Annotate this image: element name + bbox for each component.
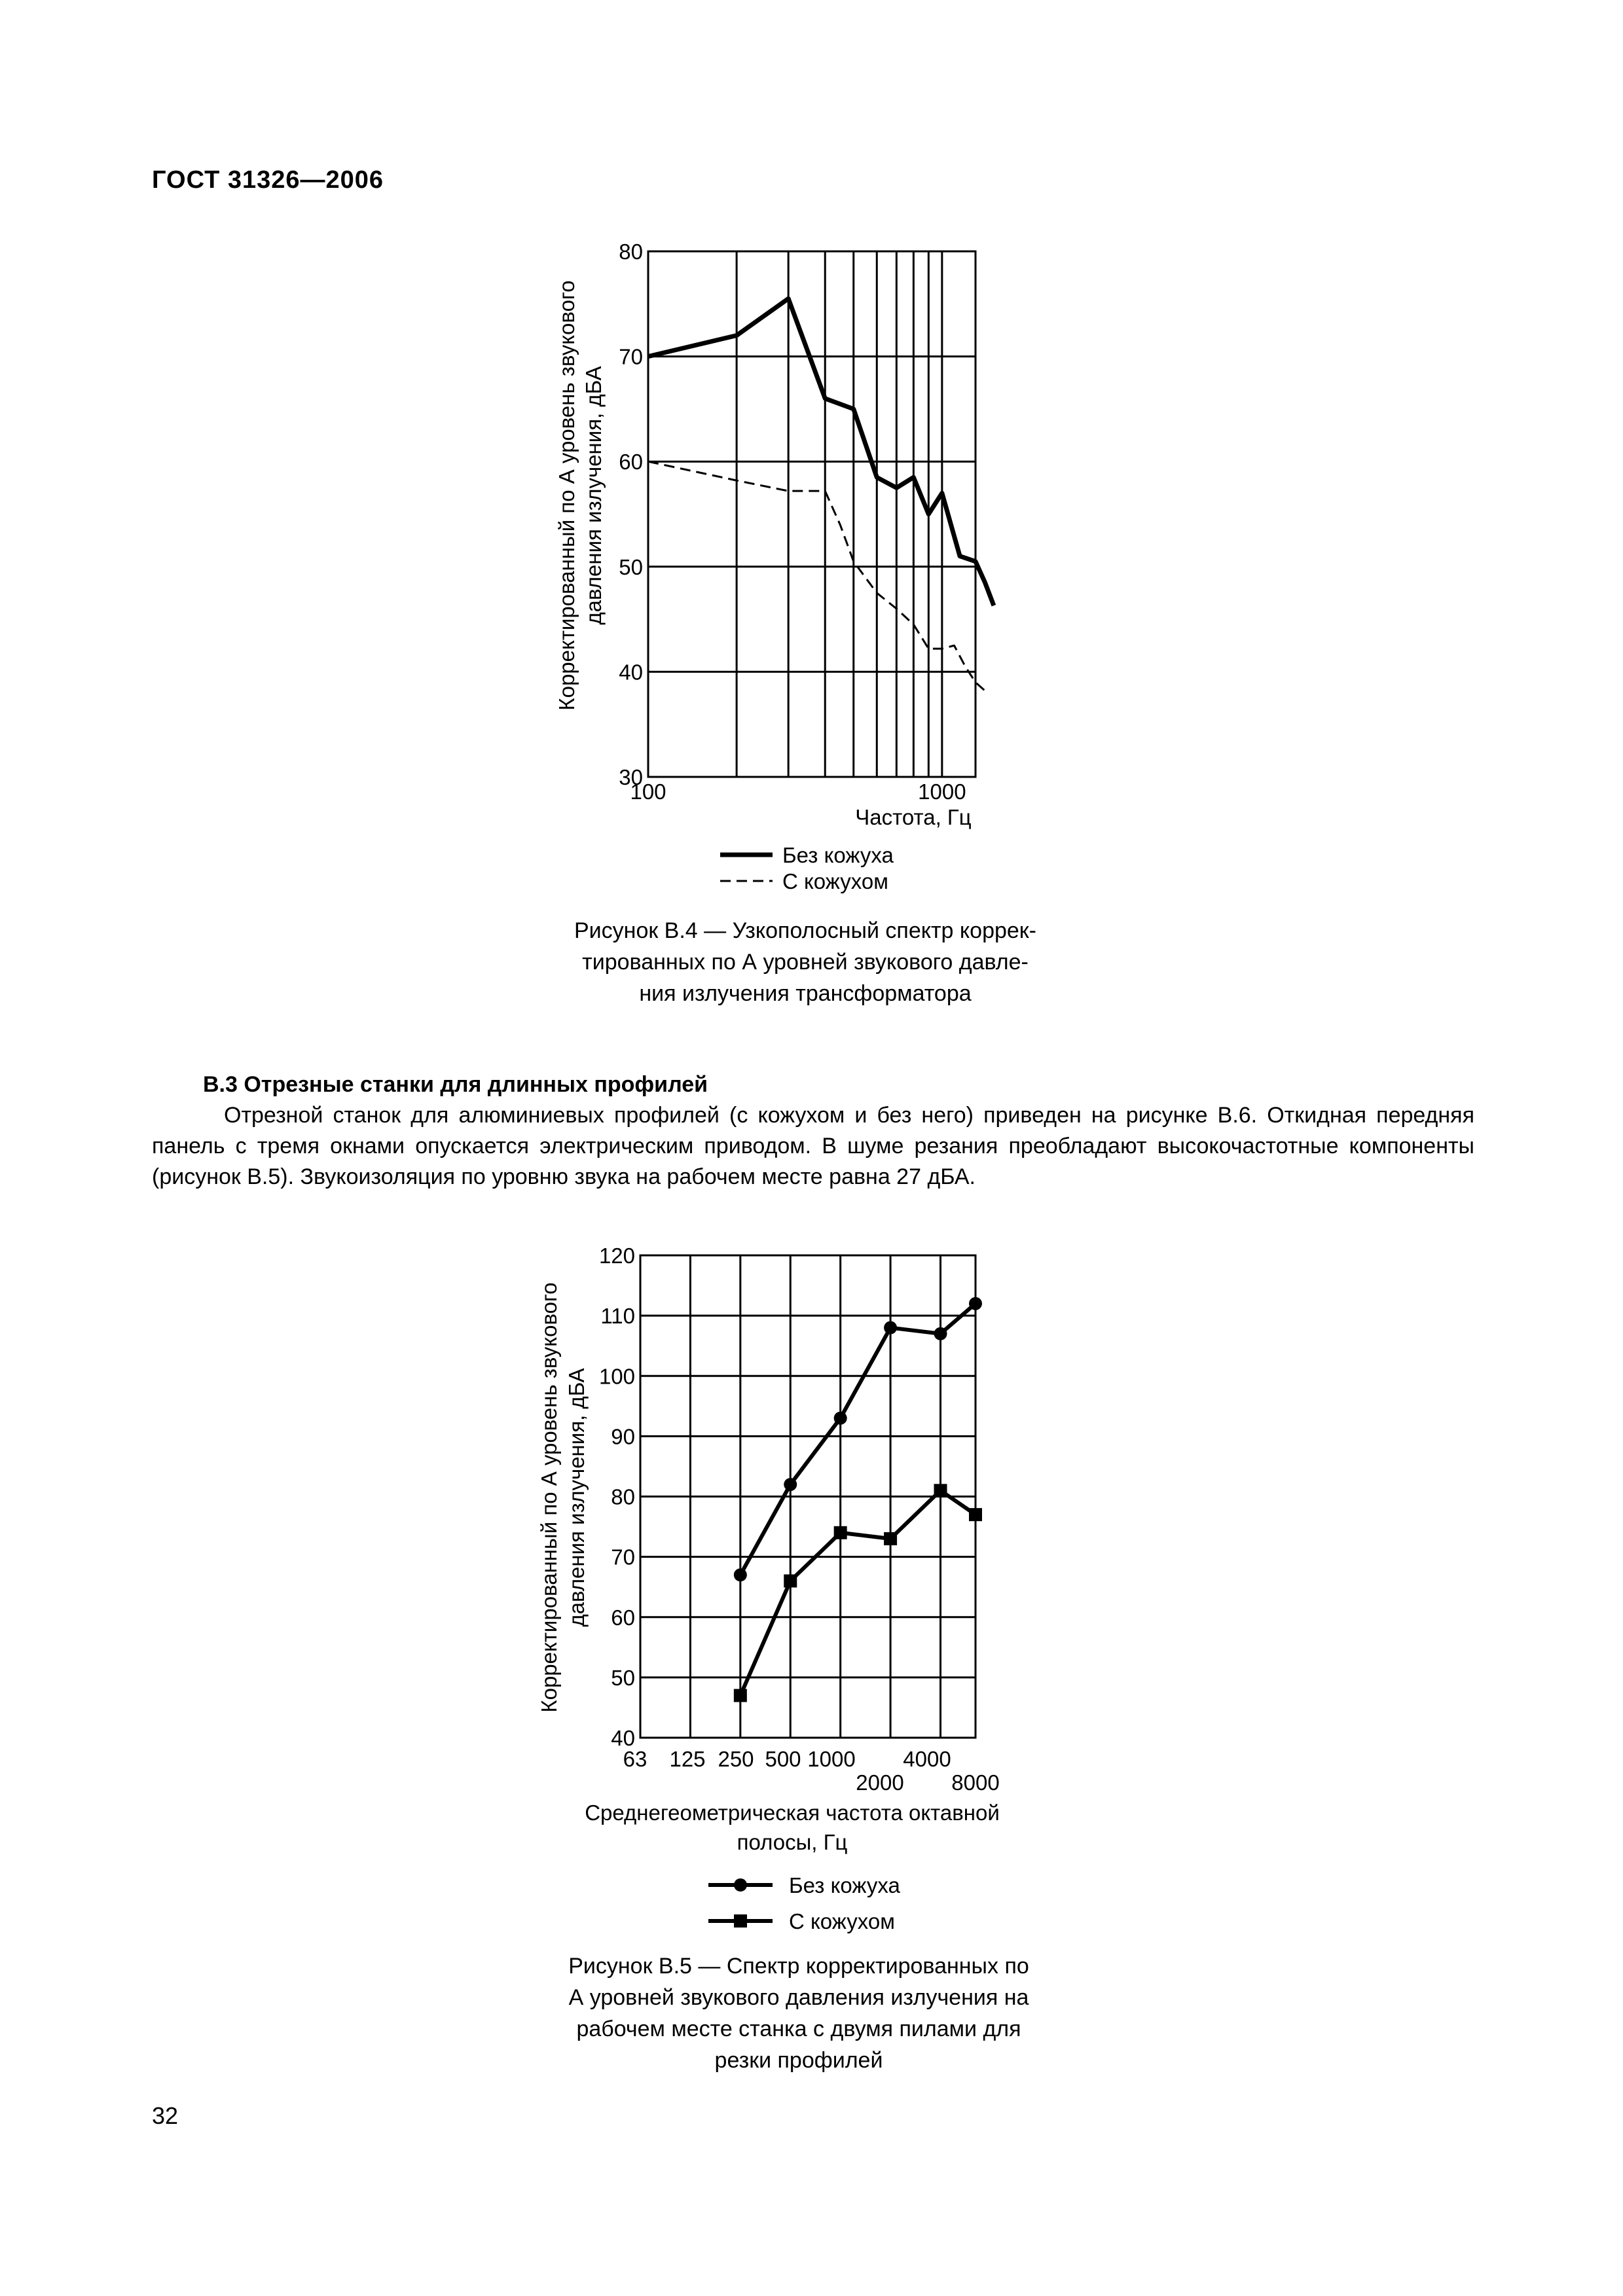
data-point-square [734,1689,747,1702]
y-axis-label-line-2: давления излучения, дБА [581,366,606,625]
x-tick-label: 250 [718,1747,754,1771]
caption-line: ния излучения трансформатора [639,981,972,1006]
x-tick-label: 4000 [903,1747,951,1771]
legend-label-with-cover: С кожухом [789,1909,895,1933]
y-tick-label: 60 [611,1605,635,1630]
data-point-square [784,1574,797,1587]
document-header: ГОСТ 31326—2006 [152,166,384,194]
section-body: Отрезной станок для алюминиевых профилей (с кожухом и без него) приведен на рисунке В.6. Откидная передняя панель с тремя окнами опускается электрическим приводом. В шуме резания преобладают высокочастотные компоненты (рисунок В.5). Звукоизоляция по уровню звука на рабочем месте равна 27 дБА. [152,1103,1474,1189]
figure-b5-caption [517,1950,1080,2076]
data-point-circle [734,1568,747,1581]
legend-marker-circle [734,1878,747,1892]
x-tick-label: 1000 [807,1747,856,1771]
tick-labels [599,1244,1000,1795]
data-point-square [934,1484,947,1497]
y-tick-label: 80 [619,240,643,264]
caption-line: Рисунок В.4 — Узкополосный спектр коррек- [574,918,1036,943]
legend-label-with-cover: С кожухом [782,869,888,893]
y-tick-label: 30 [619,765,643,789]
caption-line: тированных по А уровней звукового давле- [582,950,1029,975]
y-tick-label: 50 [619,554,643,579]
x-axis-label: Частота, Гц [855,805,972,829]
grid [640,1255,976,1738]
page-number: 32 [152,2102,179,2129]
y-tick-label: 90 [611,1424,635,1449]
caption-line: резки профилей [714,2048,883,2073]
legend-marker-square [734,1914,747,1928]
y-axis-label-line-1: Корректированный по А уровень звукового [555,280,579,711]
caption-line: А уровней звукового давления излучения на [568,1985,1029,2010]
y-tick-label: 110 [600,1304,635,1329]
data-point-circle [784,1478,797,1491]
x-tick-label: 63 [623,1747,647,1771]
series-group [734,1297,982,1702]
legend [708,1873,900,1933]
data-point-circle [834,1412,847,1425]
y-tick-label: 70 [619,344,643,369]
data-point-square [884,1532,897,1545]
y-tick-label: 40 [619,660,643,685]
x-tick-label: 1000 [918,780,966,804]
data-point-circle [934,1327,947,1340]
y-tick-label: 60 [619,450,643,475]
data-point-circle [969,1297,982,1310]
y-tick-label: 50 [611,1665,635,1690]
x-tick-label: 2000 [856,1770,904,1795]
x-tick-label: 100 [630,780,666,804]
y-axis-label-line-2: давления излучения, дБА [564,1368,589,1627]
legend-label-without-cover: Без кожуха [782,843,894,867]
x-axis-label-line-1: Среднегеометрическая частота октавной [585,1801,1000,1825]
y-tick-label: 100 [598,1364,635,1389]
caption-line: рабочем месте станка с двумя пилами для [576,2017,1021,2041]
y-axis-label-line-1: Корректированный по А уровень звукового [537,1282,561,1713]
section-heading: В.3 Отрезные станки для длинных профилей [203,1072,708,1097]
x-tick-label: 8000 [951,1770,1000,1795]
x-axis-label-line-2: полосы, Гц [737,1830,848,1854]
data-point-square [969,1508,982,1521]
x-tick-label: 500 [765,1747,801,1771]
y-tick-label: 40 [611,1726,635,1750]
y-tick-label: 70 [611,1545,635,1570]
y-tick-label: 80 [611,1484,635,1509]
data-point-square [834,1526,847,1539]
legend-label-without-cover: Без кожуха [789,1873,900,1897]
caption-line: Рисунок В.5 — Спектр корректированных по [568,1954,1029,1979]
y-tick-label: 120 [598,1244,635,1268]
x-tick-label: 125 [669,1747,706,1771]
data-point-circle [884,1321,897,1335]
